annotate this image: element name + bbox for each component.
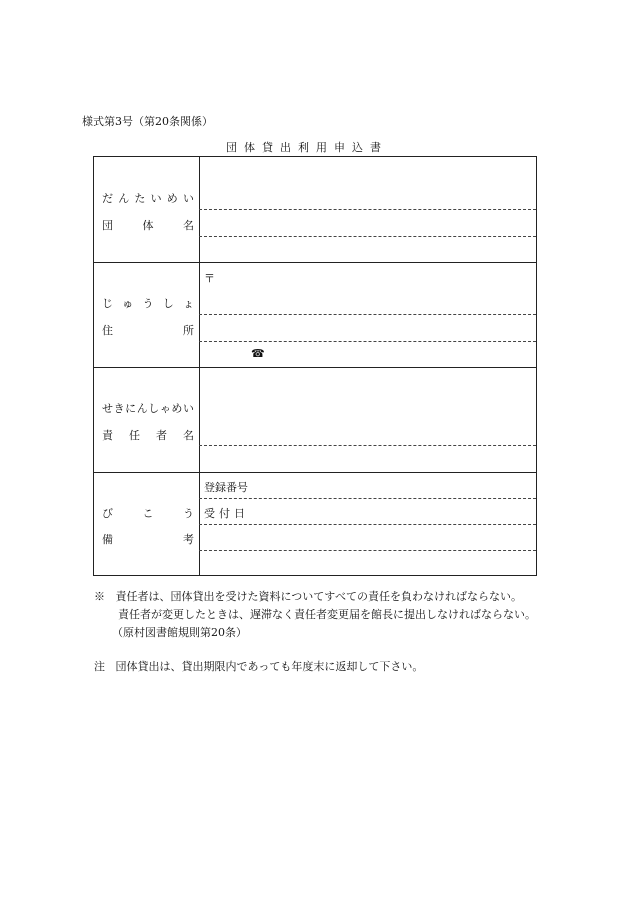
kana-char: ん [118, 192, 130, 205]
kana-char: う [183, 507, 194, 520]
kana-char: ょ [183, 297, 194, 310]
phone-icon: ☎ [251, 347, 265, 360]
responsible-label [102, 427, 194, 443]
kana-char: ゅ [122, 297, 134, 310]
kana-char: び [102, 507, 113, 520]
responsible-kana [102, 400, 194, 416]
kana-char: じ [102, 297, 113, 310]
kanji-char: 責 [102, 429, 113, 442]
kana-char: め [166, 192, 178, 205]
kana-char: う [142, 297, 154, 310]
kana-char: し [162, 297, 174, 310]
group-name-label [102, 217, 194, 233]
footnote-mark: 注 [94, 660, 105, 673]
kanji-char: 任 [129, 429, 140, 442]
kanji-char: 者 [156, 429, 167, 442]
responsible-line[interactable] [199, 445, 536, 446]
footnote [94, 658, 554, 674]
kana-char: い [182, 192, 194, 205]
remarks-line[interactable] [199, 524, 536, 525]
row-divider [94, 367, 536, 368]
kana-char: だ [102, 192, 113, 205]
note-line-3: （原村図書館規則第20条） [112, 626, 247, 639]
notes-block [94, 588, 554, 642]
remarks-line[interactable] [199, 498, 536, 499]
kanji-char: 考 [183, 533, 194, 546]
kana-char: め [171, 402, 183, 415]
kana-char: に [125, 402, 137, 415]
application-form-table [93, 156, 537, 576]
kana-char: た [134, 192, 146, 205]
received-date-label: 受付日 [204, 507, 249, 520]
group-name-kana [102, 190, 194, 206]
note-line-1 [94, 588, 554, 606]
registration-number-label: 登録番号 [204, 481, 248, 494]
kanji-char: 所 [183, 324, 194, 337]
kanji-char: 団 [102, 219, 113, 232]
row-divider [94, 472, 536, 473]
kanji-char: 名 [183, 429, 194, 442]
remarks-label [102, 531, 194, 547]
kana-char: い [150, 192, 162, 205]
remarks-kana [102, 505, 194, 521]
address-kana [102, 295, 194, 311]
group-name-line[interactable] [199, 236, 536, 237]
column-divider [199, 157, 200, 575]
note-line-2: 責任者が変更したときは、遅滞なく責任者変更届を館長に提出しなければならない。 [118, 608, 536, 621]
kana-char: し [148, 402, 160, 415]
footnote-text: 団体貸出は、貸出期限内であっても年度末に返却して下さい。 [115, 660, 424, 673]
kanji-char: 名 [183, 219, 194, 232]
form-number: 様式第3号（第20条関係） [82, 115, 213, 128]
kanji-char: 体 [142, 219, 154, 232]
address-line[interactable] [199, 314, 536, 315]
kana-char: せ [102, 402, 113, 415]
address-line[interactable] [199, 341, 536, 342]
kanji-char: 住 [102, 324, 113, 337]
row-divider [94, 262, 536, 263]
kana-char: こ [142, 507, 154, 520]
group-name-line[interactable] [199, 209, 536, 210]
remarks-line[interactable] [199, 550, 536, 551]
address-label [102, 322, 194, 338]
kana-char: ん [136, 402, 148, 415]
note-mark: ※ [94, 590, 105, 603]
postal-mark: 〒 [204, 272, 215, 285]
page-title: 団体貸出利用申込書 [226, 141, 388, 154]
kana-char: い [182, 402, 194, 415]
kanji-char: 備 [102, 533, 113, 546]
kana-char: き [113, 402, 125, 415]
kana-char: ゃ [159, 402, 171, 415]
note-text: 責任者は、団体貸出を受けた資料についてすべての責任を負わなければならない。 [115, 590, 523, 603]
